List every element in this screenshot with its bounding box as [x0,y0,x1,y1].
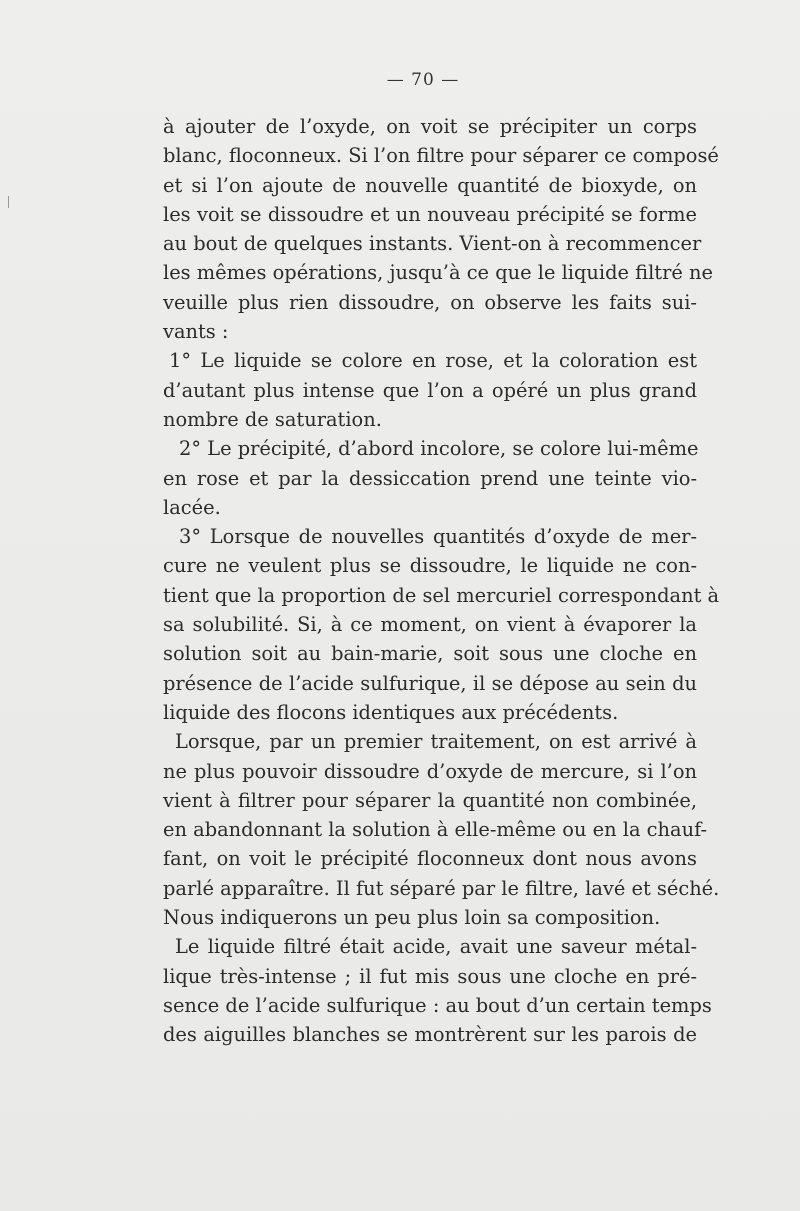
text-line: les mêmes opérations, jusqu’à ce que le liquide filtré ne [163,261,713,285]
text-line: 2° Le précipité, d’abord incolore, se colore lui-même [179,437,699,461]
text-line: nombre de saturation. [163,407,382,431]
text-line: à ajouter de l’oxyde, on voit se précipiter un corps [163,115,697,138]
text-line: solution soit au bain-marie, soit sous une cloche en [163,642,697,666]
text-line: 1° Le liquide se colore en rose, et la coloration est [169,349,697,373]
text-line: en rose et par la dessiccation prend une teinte vio- [163,466,697,490]
text-line: au bout de quelques instants. Vient-on à recommencer [163,232,702,256]
text-line: tient que la proportion de sel mercuriel correspondant à [163,583,720,607]
body-text [163,112,720,1050]
text-line: les voit se dissoudre et un nouveau précipité se forme [163,202,697,226]
text-line: liquide des flocons identiques aux précédents. [163,700,619,724]
text-line: d’autant plus intense que l’on a opéré un plus grand [163,378,697,402]
text-line: fant, on voit le précipité floconneux dont nous avons [163,847,697,871]
text-line: des aiguilles blanches se montrèrent sur les parois de [163,1023,697,1047]
text-line: vants : [163,320,229,344]
text-line: présence de l’acide sulfurique, il se dépose au sein du [163,671,697,695]
text-line: Lorsque, par un premier traitement, on est arrivé à [175,730,697,754]
text-line: ne plus pouvoir dissoudre d’oxyde de mercure, si l’on [163,759,697,783]
text-line: parlé apparaître. Il fut séparé par le filtre, lavé et séché. [163,876,720,900]
text-line: lique très-intense ; il fut mis sous une cloche en pré- [163,964,697,988]
text-line: cure ne veulent plus se dissoudre, le liquide ne con- [163,554,697,578]
text-line: et si l’on ajoute de nouvelle quantité de bioxyde, on [163,173,697,197]
text-line: sence de l’acide sulfurique : au bout d’un certain temps [163,993,712,1017]
text-line: en abandonnant la solution à elle-même ou en la chauf- [163,818,708,842]
text-line: 3° Lorsque de nouvelles quantités d’oxyde de mer- [179,525,697,549]
text-line: vient à filtrer pour séparer la quantité non combinée, [163,788,697,812]
text-line: blanc, floconneux. Si l’on filtre pour séparer ce composé [163,144,719,168]
margin-mark [8,196,9,208]
text-line: lacée. [163,495,221,519]
text-line: Nous indiquerons un peu plus loin sa composition. [163,906,661,930]
text-line: sa solubilité. Si, à ce moment, on vient à évaporer la [163,613,697,637]
text-line: veuille plus rien dissoudre, on observe les faits sui- [163,290,697,314]
text-line: Le liquide filtré était acide, avait une saveur métal- [175,935,697,959]
page-number: — 70 — [386,70,460,90]
